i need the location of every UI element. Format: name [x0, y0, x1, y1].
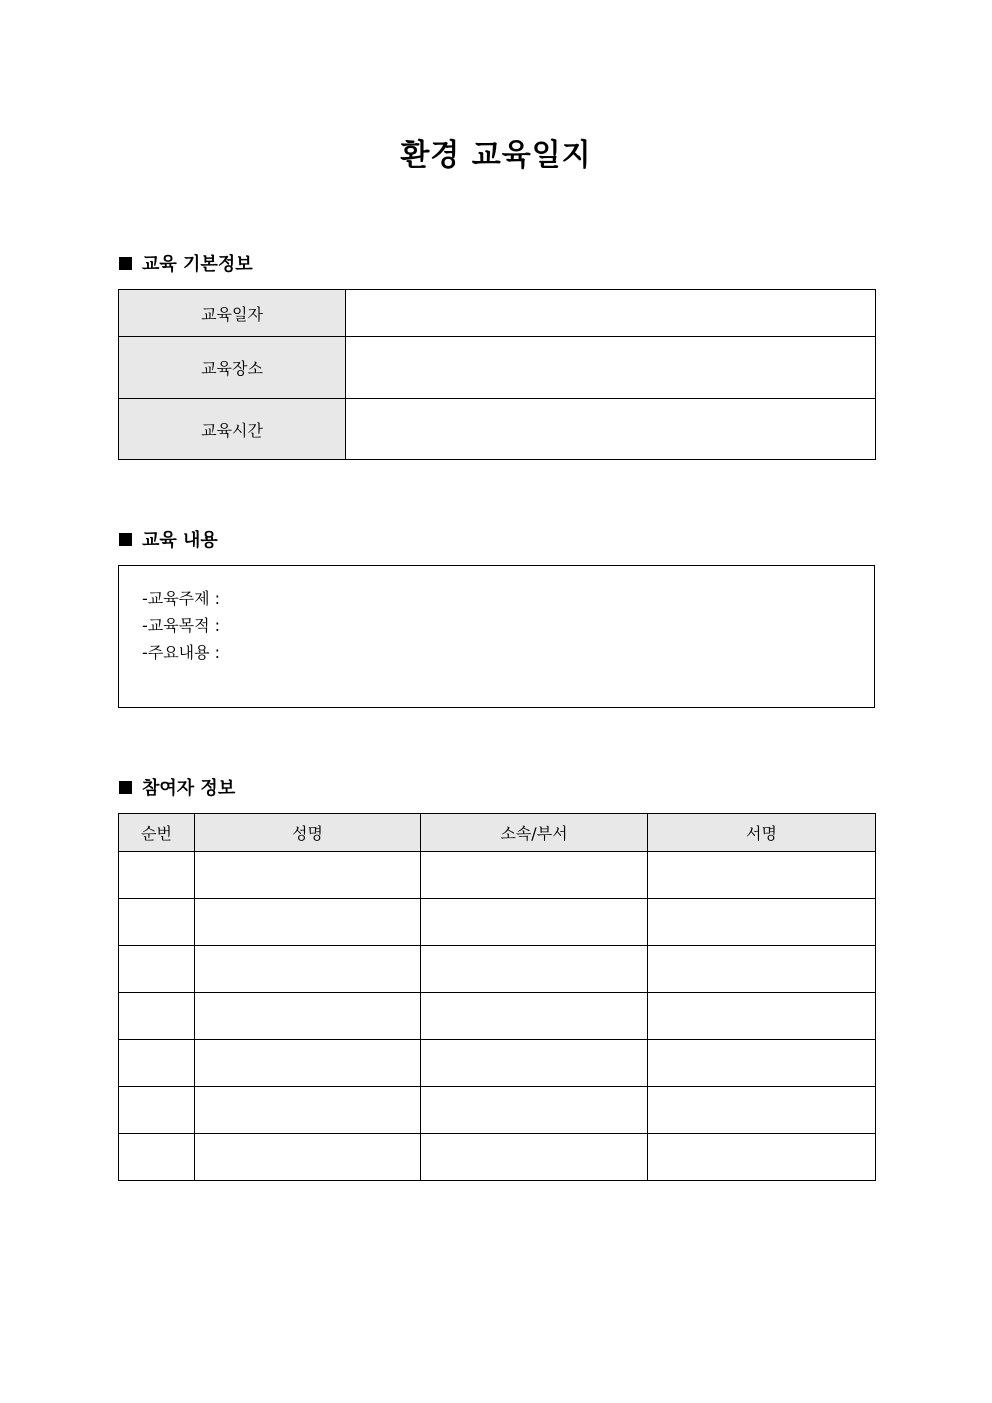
table-row [119, 1087, 876, 1134]
department-cell[interactable] [421, 899, 648, 946]
name-cell[interactable] [195, 1087, 421, 1134]
name-cell[interactable] [195, 1134, 421, 1181]
basic-info-row [119, 290, 876, 337]
signature-cell[interactable] [648, 1087, 876, 1134]
number-cell[interactable] [119, 1134, 195, 1181]
signature-cell[interactable] [648, 899, 876, 946]
table-row [119, 1040, 876, 1087]
table-row [119, 1134, 876, 1181]
signature-cell[interactable] [648, 946, 876, 993]
place-value-cell[interactable] [346, 337, 876, 399]
column-header-name: 성명 [195, 814, 421, 852]
signature-cell[interactable] [648, 1040, 876, 1087]
content-box[interactable] [118, 565, 875, 708]
department-cell[interactable] [421, 1134, 648, 1181]
purpose-line: -교육목적 : [142, 616, 221, 635]
place-label: 교육장소 [119, 337, 346, 399]
topic-line: -교육주제 : [142, 589, 221, 608]
participants-heading [119, 777, 235, 801]
document-title: 환경 교육일지 [400, 138, 592, 173]
table-row [119, 993, 876, 1040]
column-header-department: 소속/부서 [421, 814, 648, 852]
basic-info-row [119, 337, 876, 399]
department-cell[interactable] [421, 1087, 648, 1134]
participants-header-row [119, 814, 876, 852]
basic-info-table [118, 289, 876, 460]
number-cell[interactable] [119, 852, 195, 899]
content-heading-text: 교육 내용 [142, 530, 218, 551]
participants-table [118, 813, 876, 1181]
content-lines [142, 585, 220, 666]
time-value-cell[interactable] [346, 399, 876, 460]
column-header-number: 순번 [119, 814, 195, 852]
date-label: 교육일자 [119, 290, 346, 337]
square-bullet-icon [119, 257, 132, 270]
name-cell[interactable] [195, 852, 421, 899]
name-cell[interactable] [195, 946, 421, 993]
participants-body [119, 852, 876, 1181]
department-cell[interactable] [421, 1040, 648, 1087]
signature-cell[interactable] [648, 993, 876, 1040]
name-cell[interactable] [195, 1040, 421, 1087]
number-cell[interactable] [119, 946, 195, 993]
signature-cell[interactable] [648, 1134, 876, 1181]
department-cell[interactable] [421, 852, 648, 899]
department-cell[interactable] [421, 993, 648, 1040]
number-cell[interactable] [119, 899, 195, 946]
square-bullet-icon [119, 533, 132, 546]
content-heading [119, 529, 218, 553]
signature-cell[interactable] [648, 852, 876, 899]
date-value-cell[interactable] [346, 290, 876, 337]
table-row [119, 852, 876, 899]
basic-info-heading [119, 253, 253, 277]
participants-heading-text: 참여자 정보 [142, 778, 236, 799]
name-cell[interactable] [195, 899, 421, 946]
name-cell[interactable] [195, 993, 421, 1040]
square-bullet-icon [119, 781, 132, 794]
department-cell[interactable] [421, 946, 648, 993]
number-cell[interactable] [119, 993, 195, 1040]
table-row [119, 946, 876, 993]
main-content-line: -주요내용 : [142, 643, 221, 662]
number-cell[interactable] [119, 1040, 195, 1087]
table-row [119, 899, 876, 946]
basic-info-heading-text: 교육 기본정보 [142, 254, 253, 275]
number-cell[interactable] [119, 1087, 195, 1134]
column-header-signature: 서명 [648, 814, 876, 852]
basic-info-row [119, 399, 876, 460]
time-label: 교육시간 [119, 399, 346, 460]
